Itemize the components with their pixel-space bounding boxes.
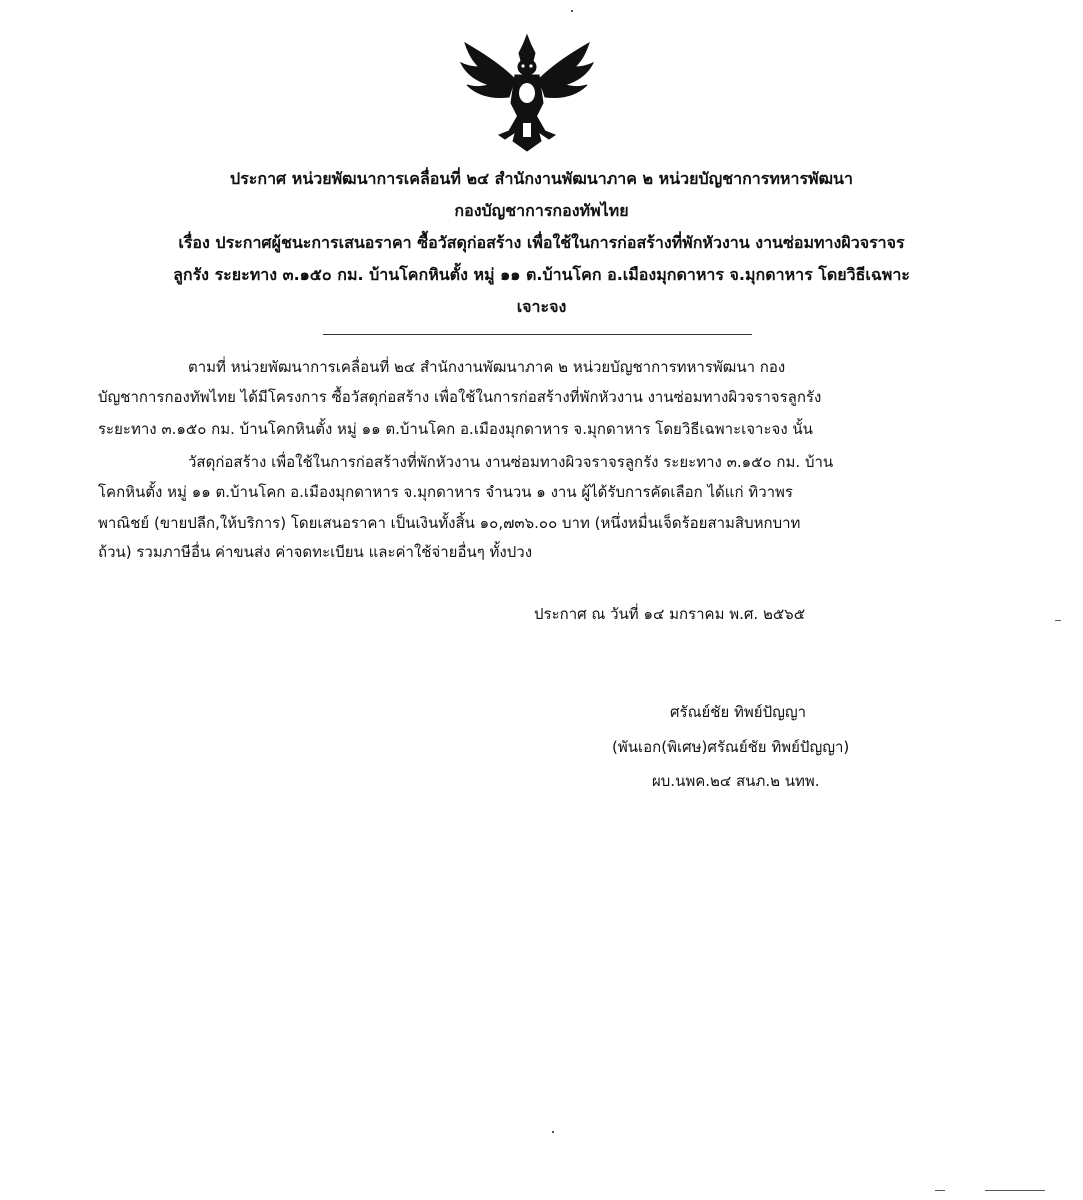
subject-line-1: เรื่อง ประกาศผู้ชนะการเสนอราคา ซื้อวัสดุก่อสร้าง เพื่อใช้ในการก่อสร้างที่พักหัวงาน งานซ่อมทางผิวจราจร <box>178 233 905 252</box>
header-line-1: ประกาศ หน่วยพัฒนาการเคลื่อนที่ ๒๔ สำนักงานพัฒนาภาค ๒ หน่วยบัญชาการทหารพัฒนา <box>230 169 853 188</box>
paragraph-2-line-1: วัสดุก่อสร้าง เพื่อใช้ในการก่อสร้างที่พักหัวงาน งานซ่อมทางผิวจราจรลูกรัง ระยะทาง ๓.๑๕๐ กม. บ้าน <box>188 453 834 471</box>
paragraph-2-line-3: พาณิชย์ (ขายปลีก,ให้บริการ) โดยเสนอราคา เป็นเงินทั้งสิ้น ๑๐,๗๓๖.๐๐ บาท (หนึ่งหมื่นเจ็ดร้อยสามสิบหกบาท <box>98 514 801 532</box>
paragraph-1-line-1: ตามที่ หน่วยพัฒนาการเคลื่อนที่ ๒๔ สำนักงานพัฒนาภาค ๒ หน่วยบัญชาการทหารพัฒนา กอง <box>188 358 786 376</box>
signature-position: ผบ.นพค.๒๔ สนภ.๒ นทพ. <box>652 772 820 790</box>
garuda-emblem-icon <box>459 33 595 153</box>
scan-mark <box>935 1190 945 1191</box>
announcement-title <box>60 163 1023 323</box>
scan-mark <box>985 1190 1045 1191</box>
header-divider <box>323 334 752 335</box>
subject-line-3: เจาะจง <box>516 297 567 316</box>
signature-full-name: (พันเอก(พิเศษ)ศรัณย์ชัย ทิพย์ปัญญา) <box>612 738 850 756</box>
paragraph-2-line-2: โคกหินตั้ง หมู่ ๑๑ ต.บ้านโคก อ.เมืองมุกดาหาร จ.มุกดาหาร จำนวน ๑ งาน ผู้ได้รับการคัดเลือก ได้แก่ ทิวาพร <box>98 483 793 501</box>
paragraph-1-line-2: บัญชาการกองทัพไทย ได้มีโครงการ ซื้อวัสดุก่อสร้าง เพื่อใช้ในการก่อสร้างที่พักหัวงาน งานซ่อมทางผิวจราจรลูกรัง <box>98 388 822 406</box>
header-line-2: กองบัญชาการกองทัพไทย <box>454 201 629 220</box>
paragraph-2-line-4: ถ้วน) รวมภาษีอื่น ค่าขนส่ง ค่าจดทะเบียน และค่าใช้จ่ายอื่นๆ ทั้งปวง <box>98 543 533 561</box>
scan-mark <box>1055 620 1061 621</box>
announcement-date: ประกาศ ณ วันที่ ๑๔ มกราคม พ.ศ. ๒๕๖๕ <box>534 605 806 623</box>
scan-speck <box>571 10 573 12</box>
paragraph-1-line-3: ระยะทาง ๓.๑๕๐ กม. บ้านโคกหินตั้ง หมู่ ๑๑ ต.บ้านโคก อ.เมืองมุกดาหาร จ.มุกดาหาร โดยวิธีเฉพาะเจาะจง นั้น <box>98 420 813 438</box>
subject-line-2: ลูกรัง ระยะทาง ๓.๑๕๐ กม. บ้านโคกหินตั้ง หมู่ ๑๑ ต.บ้านโคก อ.เมืองมุกดาหาร จ.มุกดาหาร โดยวิธีเฉพาะ <box>173 265 910 284</box>
signature-name: ศรัณย์ชัย ทิพย์ปัญญา <box>670 703 807 721</box>
scan-speck <box>552 1131 554 1133</box>
